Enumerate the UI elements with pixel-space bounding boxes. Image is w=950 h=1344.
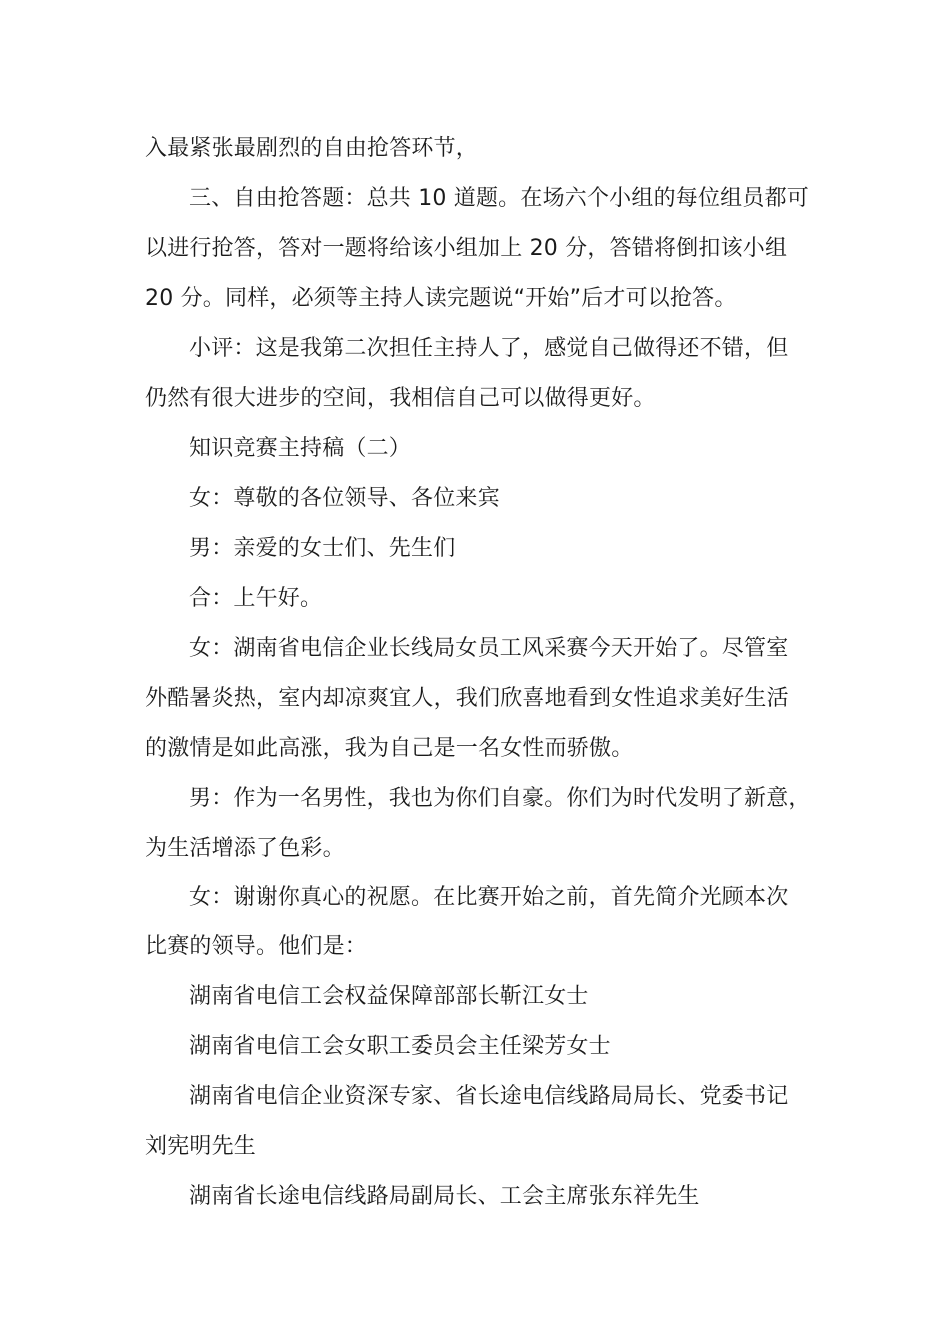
text-line: 的激情是如此高涨，我为自己是一名女性而骄傲。 <box>145 736 634 761</box>
text-line: 入最紧张最剧烈的自由抢答环节， <box>145 136 479 161</box>
text-line: 湖南省电信工会权益保障部部长靳江女士 <box>189 984 589 1009</box>
text-line: 小评：这是我第二次担任主持人了，感觉自己做得还不错，但 <box>189 336 789 361</box>
text-line: 三、自由抢答题：总共 10 道题。在场六个小组的每位组员都可 <box>189 186 809 211</box>
text-line: 外酷暑炎热，室内却凉爽宜人，我们欣喜地看到女性追求美好生活 <box>145 686 789 711</box>
text-line: 为生活增添了色彩。 <box>145 836 345 861</box>
text-line: 湖南省电信工会女职工委员会主任梁芳女士 <box>189 1034 611 1059</box>
text-line: 女：湖南省电信企业长线局女员工风采赛今天开始了。尽管室 <box>189 636 789 661</box>
text-line: 比赛的领导。他们是： <box>145 934 368 959</box>
section-heading: 知识竞赛主持稿（二） <box>189 436 412 461</box>
text-line: 男：亲爱的女士们、先生们 <box>189 536 456 561</box>
text-line: 女：谢谢你真心的祝愿。在比赛开始之前，首先简介光顾本次 <box>189 885 789 910</box>
text-line: 湖南省电信企业资深专家、省长途电信线路局局长、党委书记 <box>189 1084 789 1109</box>
text-line: 合：上午好。 <box>189 586 323 611</box>
text-line: 女：尊敬的各位领导、各位来宾 <box>189 486 500 511</box>
text-line: 刘宪明先生 <box>145 1134 257 1159</box>
text-line: 男：作为一名男性，我也为你们自豪。你们为时代发明了新意， <box>189 786 811 811</box>
text-line: 仍然有很大进步的空间，我相信自己可以做得更好。 <box>145 386 656 411</box>
text-line: 湖南省长途电信线路局副局长、工会主席张东祥先生 <box>189 1184 700 1209</box>
text-line: 以进行抢答，答对一题将给该小组加上 20 分，答错将倒扣该小组 <box>145 236 788 261</box>
text-line: 20 分。同样，必须等主持人读完题说“开始”后才可以抢答。 <box>145 286 737 311</box>
